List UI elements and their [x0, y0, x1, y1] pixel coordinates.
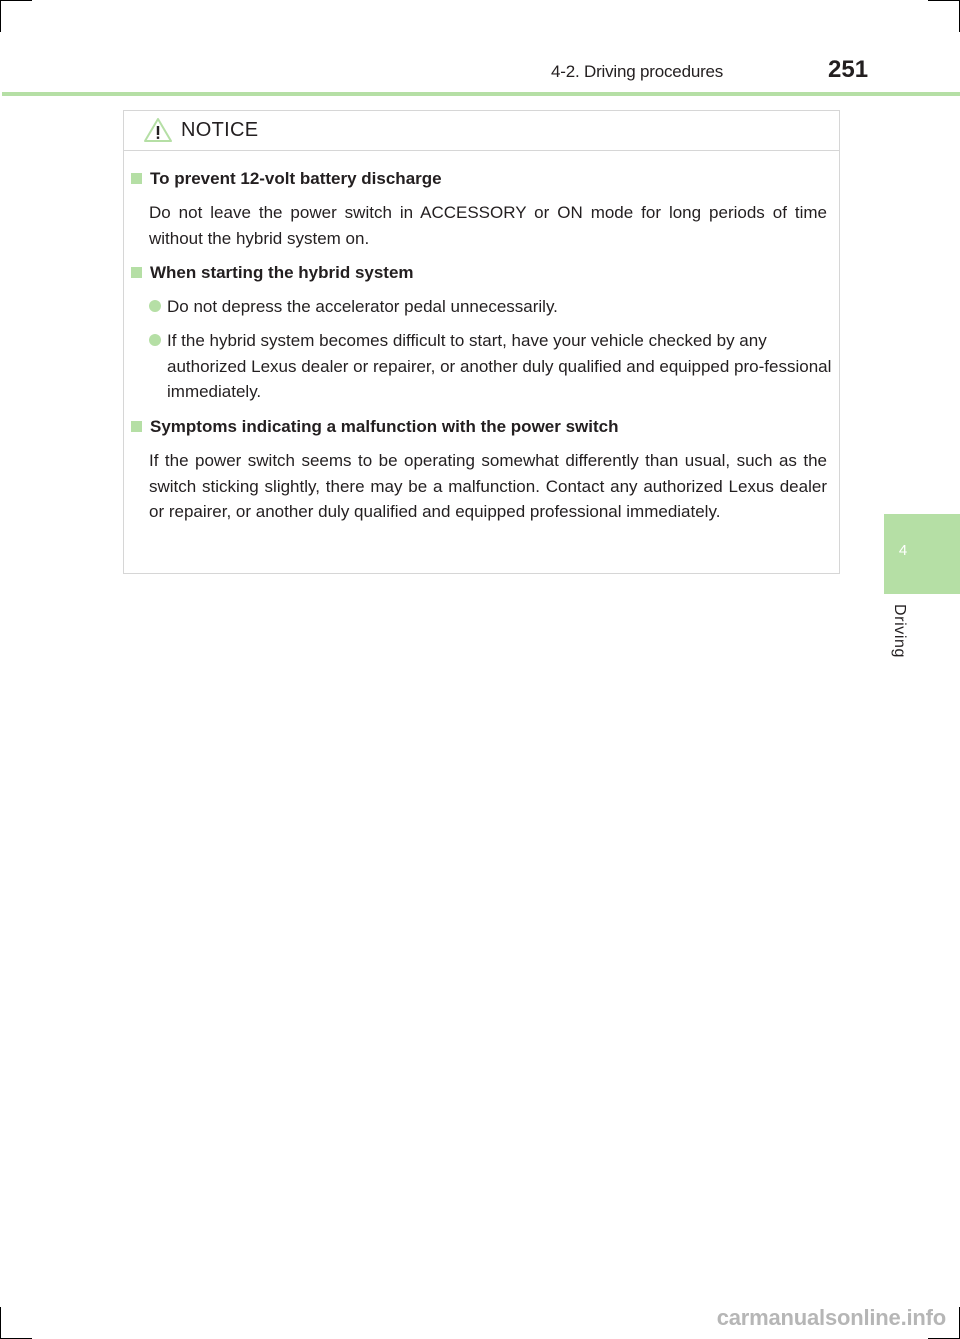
page-number: 251 — [828, 56, 869, 83]
crop-mark — [0, 1307, 1, 1339]
crop-mark — [928, 0, 960, 1]
section-heading: Symptoms indicating a malfunction with the power switch — [131, 417, 619, 437]
section-text: If the power switch seems to be operating somewhat differently than usual, such as the switch sticking slightly, there may be a malfunction. Contact any authorized Lexus dealer or repairer, or another duly qualified and equipped professional immediately. — [149, 451, 827, 522]
section-text: Do not leave the power switch in ACCESSORY or ON mode for long periods of time without the hybrid system on. — [149, 203, 827, 248]
section-title: 4-2. Driving procedures — [551, 62, 724, 81]
header-rule — [2, 92, 960, 96]
list-item: Do not depress the accelerator pedal unnecessarily. — [149, 294, 835, 320]
chapter-tab — [884, 514, 960, 594]
chapter-label: Driving — [891, 604, 908, 658]
round-bullet-icon — [149, 300, 161, 312]
section-heading: When starting the hybrid system — [131, 263, 414, 283]
round-bullet-icon — [149, 334, 161, 346]
warning-triangle-icon — [143, 117, 173, 143]
notice-box — [123, 110, 840, 574]
watermark: carmanualsonline.info — [716, 1305, 946, 1330]
square-bullet-icon — [131, 267, 142, 278]
square-bullet-icon — [131, 173, 142, 184]
crop-mark — [0, 0, 32, 1]
notice-title: NOTICE — [181, 119, 259, 141]
square-bullet-icon — [131, 421, 142, 432]
notice-header — [124, 111, 839, 151]
section-heading: To prevent 12-volt battery discharge — [131, 169, 442, 189]
crop-mark — [0, 0, 1, 32]
list-item: If the hybrid system becomes difficult to start, have your vehicle checked by any authorized Lexus dealer or repairer, or another duly qualified and equipped pro-fessional immediately. — [149, 328, 835, 405]
chapter-number: 4 — [898, 542, 908, 559]
